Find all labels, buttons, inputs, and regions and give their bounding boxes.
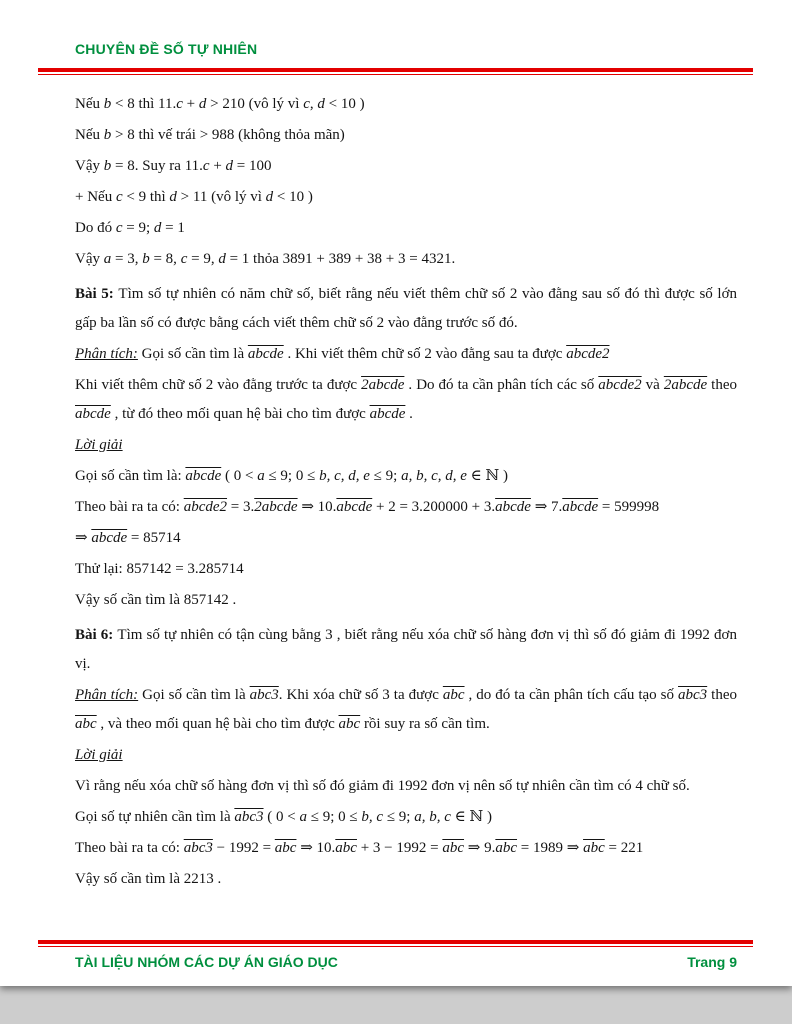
footer-left-text: TÀI LIỆU NHÓM CÁC DỰ ÁN GIÁO DỤC bbox=[75, 954, 338, 970]
text-segment: ≤ 9; bbox=[383, 809, 415, 825]
text-segment: $\overline{abc}$ bbox=[442, 687, 465, 703]
paragraph bbox=[75, 462, 737, 491]
paragraph bbox=[75, 555, 737, 584]
text-segment: $\overline{abc}$ bbox=[442, 840, 465, 856]
text-segment: $\overline{abc}$ bbox=[583, 840, 605, 856]
text-segment: ≤ 9; 0 ≤ bbox=[264, 468, 320, 484]
text-segment: . Do đó ta cần phân tích các số bbox=[404, 377, 599, 393]
text-segment: Phân tích: bbox=[75, 687, 139, 703]
text-segment: abc3 bbox=[678, 687, 708, 703]
text-segment: a bbox=[103, 251, 112, 267]
text-segment: Tìm số tự nhiên có năm chữ số, biết rằng nếu viết thêm chữ số 2 vào đằng sau số đó thì được số lớn gấp ba lần số có được bằng cách viết thêm chữ số 2 vào đằng trước số đó. bbox=[75, 286, 738, 331]
text-segment: abcde bbox=[562, 499, 599, 515]
text-segment: Theo bài ra ta có: bbox=[75, 840, 184, 856]
text-segment: 2abcde bbox=[361, 377, 405, 393]
text-segment: Vậy số cần tìm là 857142 . bbox=[75, 592, 237, 608]
text-segment: Khi viết thêm chữ số 2 vào đằng trước ta được bbox=[75, 377, 362, 393]
text-segment: a, b, c bbox=[414, 809, 451, 825]
paragraph bbox=[75, 121, 737, 150]
text-segment: a bbox=[257, 468, 265, 484]
text-segment: b bbox=[103, 127, 112, 143]
text-segment: > 210 (vô lý vì bbox=[206, 96, 304, 112]
paragraph bbox=[75, 431, 737, 460]
footer-page-number: Trang 9 bbox=[687, 954, 737, 970]
text-segment: = 1989 ⇒ bbox=[517, 840, 584, 856]
text-segment: = 85714 bbox=[127, 530, 181, 546]
text-segment: abcde bbox=[91, 530, 128, 546]
text-segment: c bbox=[176, 96, 183, 112]
text-segment: Thử lại: 857142 = 3.285714 bbox=[75, 561, 244, 577]
text-segment: và bbox=[641, 377, 664, 393]
text-segment: b bbox=[103, 158, 112, 174]
text-segment: − 1992 = bbox=[212, 840, 275, 856]
text-segment: b bbox=[142, 251, 150, 267]
text-segment: abc3 bbox=[183, 840, 213, 856]
text-segment: , và theo mối quan hệ bài cho tìm được bbox=[96, 716, 339, 732]
text-segment: abc3 bbox=[249, 687, 279, 703]
page-footer bbox=[0, 931, 792, 970]
text-segment: Tìm số tự nhiên có tận cùng bằng 3 , biết rằng nếu xóa chữ số hàng đơn vị thì số đó giảm đi 1992 đơn vị. bbox=[75, 627, 737, 672]
text-segment: theo bbox=[707, 687, 738, 703]
text-segment: = 9; bbox=[122, 220, 154, 236]
text-segment: , bbox=[309, 96, 318, 112]
text-segment: d bbox=[225, 158, 234, 174]
paragraph bbox=[75, 90, 737, 119]
text-segment: Nếu bbox=[75, 127, 104, 143]
paragraph bbox=[75, 340, 737, 369]
text-segment: abcde bbox=[247, 346, 284, 362]
text-segment: $\overline{abc}$ bbox=[338, 716, 361, 732]
paragraph bbox=[75, 621, 737, 679]
paragraph bbox=[75, 245, 737, 274]
text-segment: Vì rằng nếu xóa chữ số hàng đơn vị thì số đó giảm đi 1992 đơn vị nên số tự nhiên cần tìm có 4 chữ số. bbox=[75, 778, 690, 794]
paragraph bbox=[75, 586, 737, 615]
text-segment: ≤ 9; 0 ≤ bbox=[307, 809, 362, 825]
text-segment: . Khi viết thêm chữ số 2 vào đằng sau ta được bbox=[283, 346, 567, 362]
text-segment: = 8. Suy ra 11. bbox=[111, 158, 203, 174]
paragraph bbox=[75, 681, 737, 739]
text-segment: + 3 − 1992 = bbox=[356, 840, 443, 856]
paragraph bbox=[75, 493, 737, 522]
text-segment: Vậy số cần tìm là 2213 . bbox=[75, 871, 222, 887]
footer-rule bbox=[38, 940, 753, 947]
text-segment: a bbox=[299, 809, 307, 825]
text-segment: ∈ ℕ ) bbox=[466, 468, 508, 484]
text-segment: d bbox=[218, 251, 226, 267]
paragraph bbox=[75, 803, 737, 832]
text-segment: = 3. bbox=[227, 499, 255, 515]
text-segment: = 1 bbox=[161, 220, 185, 236]
text-segment: c bbox=[303, 96, 310, 112]
text-segment: $\overline{abc}$ bbox=[75, 716, 97, 732]
text-segment: $\overline{abc}$ bbox=[495, 840, 518, 856]
paragraph bbox=[75, 152, 737, 181]
text-segment: ⇒ bbox=[75, 530, 92, 546]
text-segment: > 8 thì vế trái > 988 (không thỏa mãn) bbox=[111, 127, 345, 143]
text-segment: abcde2 bbox=[598, 377, 642, 393]
text-segment: = 8, bbox=[149, 251, 181, 267]
text-segment: abcde bbox=[336, 499, 373, 515]
text-segment: ⇒ 9. bbox=[464, 840, 496, 856]
paragraph bbox=[75, 371, 737, 429]
text-segment: < 9 thì bbox=[122, 189, 170, 205]
page-header bbox=[0, 0, 792, 59]
text-segment: + bbox=[182, 96, 199, 112]
text-segment: theo bbox=[707, 377, 738, 393]
text-segment: ⇒ 7. bbox=[530, 499, 563, 515]
text-segment: Theo bài ra ta có: bbox=[75, 499, 184, 515]
text-segment: Vậy bbox=[75, 251, 104, 267]
text-segment: c bbox=[115, 220, 123, 236]
text-segment: c bbox=[115, 189, 123, 205]
text-segment: rồi suy ra số cần tìm. bbox=[360, 716, 490, 732]
text-segment: = 9, bbox=[187, 251, 219, 267]
text-segment: + bbox=[209, 158, 226, 174]
text-segment: ( 0 < bbox=[263, 809, 300, 825]
text-segment: d bbox=[317, 96, 325, 112]
text-segment: Lời giải bbox=[75, 747, 123, 763]
text-segment: = 599998 bbox=[598, 499, 660, 515]
text-segment: ≤ 9; bbox=[369, 468, 402, 484]
text-segment: Bài 5: bbox=[75, 286, 119, 302]
paragraph bbox=[75, 214, 737, 243]
text-segment: Gọi số cần tìm là bbox=[138, 687, 250, 703]
text-segment: < 10 ) bbox=[324, 96, 365, 112]
text-segment: Gọi số tự nhiên cần tìm là bbox=[75, 809, 235, 825]
text-segment: Gọi số cần tìm là bbox=[137, 346, 248, 362]
text-segment: d bbox=[198, 96, 207, 112]
paragraph bbox=[75, 741, 737, 770]
text-segment: ∈ ℕ ) bbox=[450, 809, 492, 825]
text-segment: = 100 bbox=[233, 158, 272, 174]
text-segment: + Nếu bbox=[75, 189, 116, 205]
paragraph bbox=[75, 865, 737, 894]
text-segment: , do đó ta cần phân tích cấu tạo số bbox=[464, 687, 679, 703]
page-title: CHUYÊN ĐỀ SỐ TỰ NHIÊN bbox=[75, 41, 258, 57]
paragraph bbox=[75, 183, 737, 212]
text-segment: Bài 6: bbox=[75, 627, 118, 643]
text-segment: abcde bbox=[495, 499, 531, 515]
text-segment: = 1 thỏa 3891 + 389 + 38 + 3 = 4321. bbox=[225, 251, 456, 267]
text-segment: , từ đó theo mối quan hệ bài cho tìm được bbox=[110, 406, 370, 422]
document-body bbox=[0, 75, 792, 894]
paragraph bbox=[75, 772, 737, 801]
text-segment: . Khi xóa chữ số 3 ta được bbox=[278, 687, 443, 703]
header-rule bbox=[38, 68, 753, 75]
text-segment: 2abcde bbox=[663, 377, 708, 393]
text-segment: Vậy bbox=[75, 158, 104, 174]
text-segment: abcde bbox=[75, 406, 111, 422]
text-segment: Nếu bbox=[75, 96, 104, 112]
text-segment: abcde bbox=[185, 468, 222, 484]
text-segment: abcde2 bbox=[566, 346, 610, 362]
text-segment: ⇒ 10. bbox=[296, 840, 336, 856]
text-segment: Lời giải bbox=[75, 437, 123, 453]
text-segment: d bbox=[153, 220, 162, 236]
text-segment: $\overline{abc}$ bbox=[274, 840, 297, 856]
text-segment: ⇒ 10. bbox=[297, 499, 337, 515]
text-segment: Phân tích: bbox=[75, 346, 138, 362]
text-segment: c bbox=[202, 158, 210, 174]
text-segment: abcde bbox=[369, 406, 406, 422]
text-segment: d bbox=[169, 189, 177, 205]
text-segment: = 221 bbox=[604, 840, 644, 856]
text-segment: < 8 thì 11. bbox=[111, 96, 177, 112]
text-segment: + 2 = 3.200000 + 3. bbox=[372, 499, 496, 515]
text-segment: c bbox=[180, 251, 188, 267]
text-segment: abc3 bbox=[234, 809, 264, 825]
text-segment: > 11 (vô lý vì bbox=[176, 189, 266, 205]
text-segment: a, b, c, d, e bbox=[401, 468, 467, 484]
footer-row bbox=[0, 947, 792, 970]
text-segment: b, c bbox=[361, 809, 384, 825]
text-segment: . bbox=[405, 406, 413, 422]
text-segment: $\overline{abc}$ bbox=[335, 840, 357, 856]
paragraph bbox=[75, 524, 737, 553]
paragraph bbox=[75, 834, 737, 863]
text-segment: Do đó bbox=[75, 220, 116, 236]
text-segment: ( 0 < bbox=[221, 468, 258, 484]
text-segment: b bbox=[103, 96, 112, 112]
text-segment: Gọi số cần tìm là: bbox=[75, 468, 186, 484]
text-segment: abcde2 bbox=[183, 499, 228, 515]
paragraph bbox=[75, 280, 737, 338]
text-segment: 2abcde bbox=[254, 499, 298, 515]
text-segment: b, c, d, e bbox=[319, 468, 370, 484]
text-segment: = 3, bbox=[111, 251, 143, 267]
text-segment: d bbox=[265, 189, 274, 205]
text-segment: < 10 ) bbox=[273, 189, 313, 205]
